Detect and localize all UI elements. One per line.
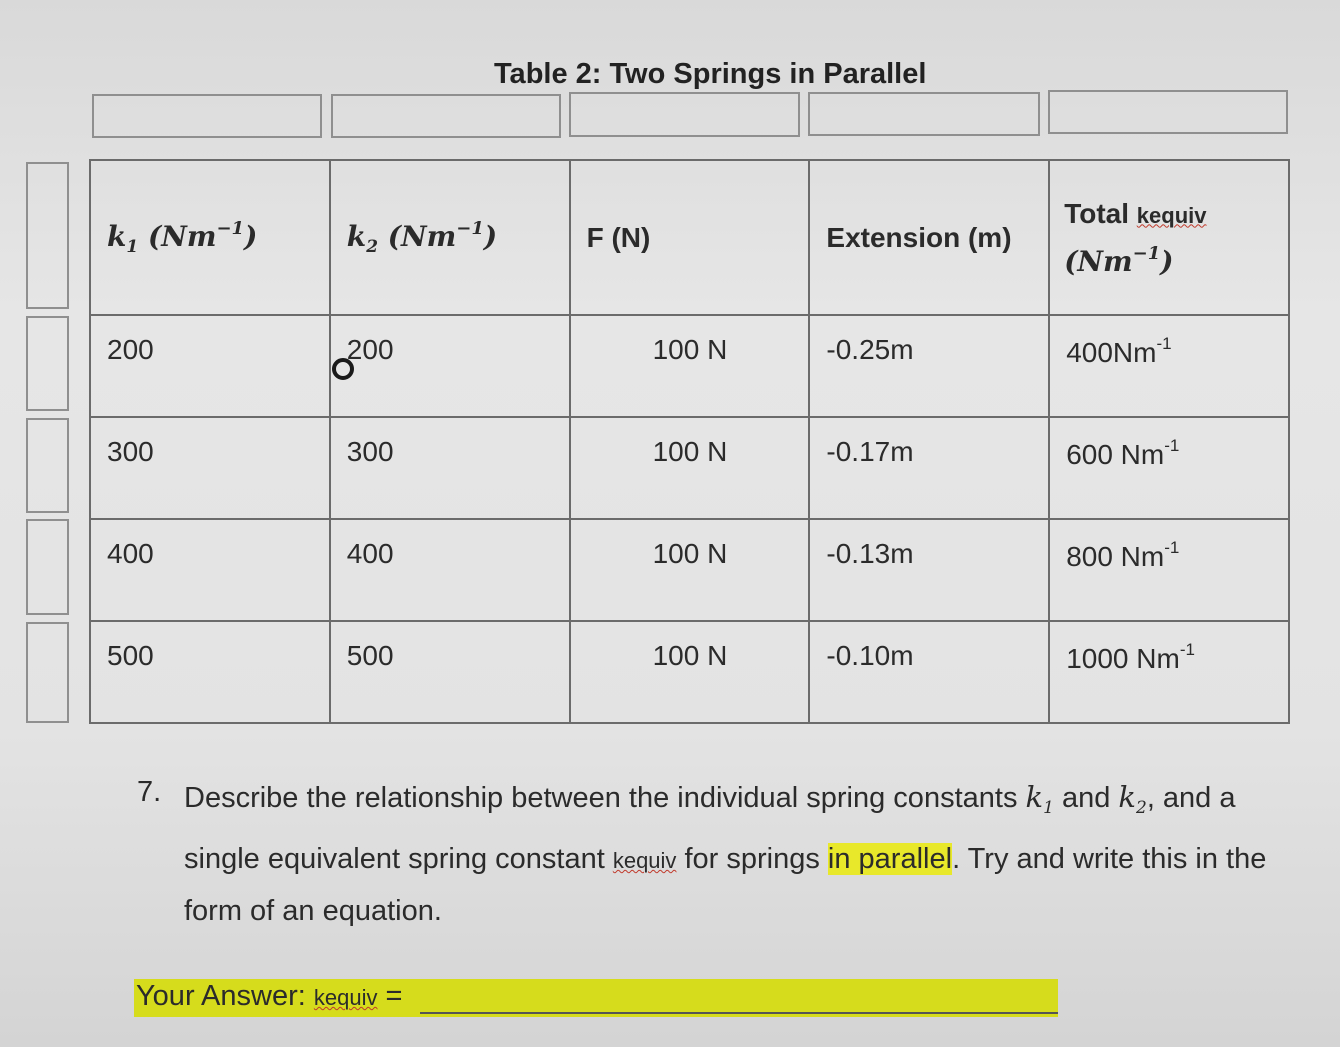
force-value: 100 N bbox=[652, 538, 728, 569]
header-input-box-1[interactable] bbox=[92, 94, 322, 138]
force-value: 100 N bbox=[652, 640, 728, 671]
k2-value: 400 bbox=[346, 538, 394, 569]
header-extension: Extension (m) bbox=[809, 160, 1049, 315]
header-force: F (N) bbox=[570, 160, 810, 315]
table-title: Table 2: Two Springs in Parallel bbox=[494, 58, 927, 90]
extension-value: -0.25m bbox=[826, 334, 914, 365]
header-k1: $k_1$ $(Nm^{-1})$ bbox=[90, 160, 330, 315]
k2-value: 300 bbox=[346, 436, 394, 467]
row-input-box-2[interactable] bbox=[26, 316, 69, 411]
extension-value: -0.17m bbox=[826, 436, 914, 467]
total-value: 1000 $Nm^{-1}$ bbox=[1066, 640, 1195, 674]
table-row bbox=[90, 315, 1289, 417]
table-row bbox=[90, 519, 1289, 621]
answer-label: Your Answer: kequiv = bbox=[136, 980, 403, 1012]
springs-table bbox=[89, 159, 1290, 724]
total-value: 800 $Nm^{-1}$ bbox=[1066, 538, 1180, 572]
table-row bbox=[90, 417, 1289, 519]
row-input-box-5[interactable] bbox=[26, 622, 69, 723]
table-row bbox=[90, 621, 1289, 723]
total-value: $400Nm^{-1}$ bbox=[1066, 334, 1172, 368]
k1-value: 500 bbox=[107, 640, 154, 671]
force-value: 100 N bbox=[652, 436, 728, 467]
force-value: 100 N bbox=[652, 334, 728, 365]
row-input-box-3[interactable] bbox=[26, 418, 69, 513]
k1-value: 400 bbox=[107, 538, 154, 569]
k1-value: 200 bbox=[107, 334, 154, 365]
k2-value: 500 bbox=[346, 640, 394, 671]
header-k2: $k_2$ $(Nm^{-1})$ bbox=[330, 160, 570, 315]
total-value: 600 $Nm^{-1}$ bbox=[1066, 436, 1180, 470]
header-input-box-2[interactable] bbox=[331, 94, 561, 138]
cursor-circle-icon bbox=[332, 358, 354, 380]
answer-input-line[interactable] bbox=[420, 1012, 1058, 1014]
highlight-in-parallel: in parallel bbox=[827, 843, 953, 875]
k1-value: 300 bbox=[107, 436, 154, 467]
header-input-box-5[interactable] bbox=[1048, 90, 1288, 134]
extension-value: -0.13m bbox=[826, 538, 914, 569]
question-number: 7. bbox=[137, 776, 162, 808]
header-input-box-3[interactable] bbox=[569, 92, 800, 137]
extension-value: -0.10m bbox=[826, 640, 914, 671]
k2-value: 200 bbox=[346, 334, 394, 365]
question-text: Describe the relationship between the individual spring constants $k_1$ and $k_2$, and a single equivalent spring constant kequiv for springs in parallel. Try and write this in the form of an equation. bbox=[184, 780, 1267, 927]
header-total-kequiv: Total kequiv $(Nm^{-1})$ bbox=[1049, 160, 1289, 315]
row-input-box-4[interactable] bbox=[26, 519, 69, 615]
header-input-box-4[interactable] bbox=[808, 92, 1040, 136]
row-input-box-1[interactable] bbox=[26, 162, 69, 309]
